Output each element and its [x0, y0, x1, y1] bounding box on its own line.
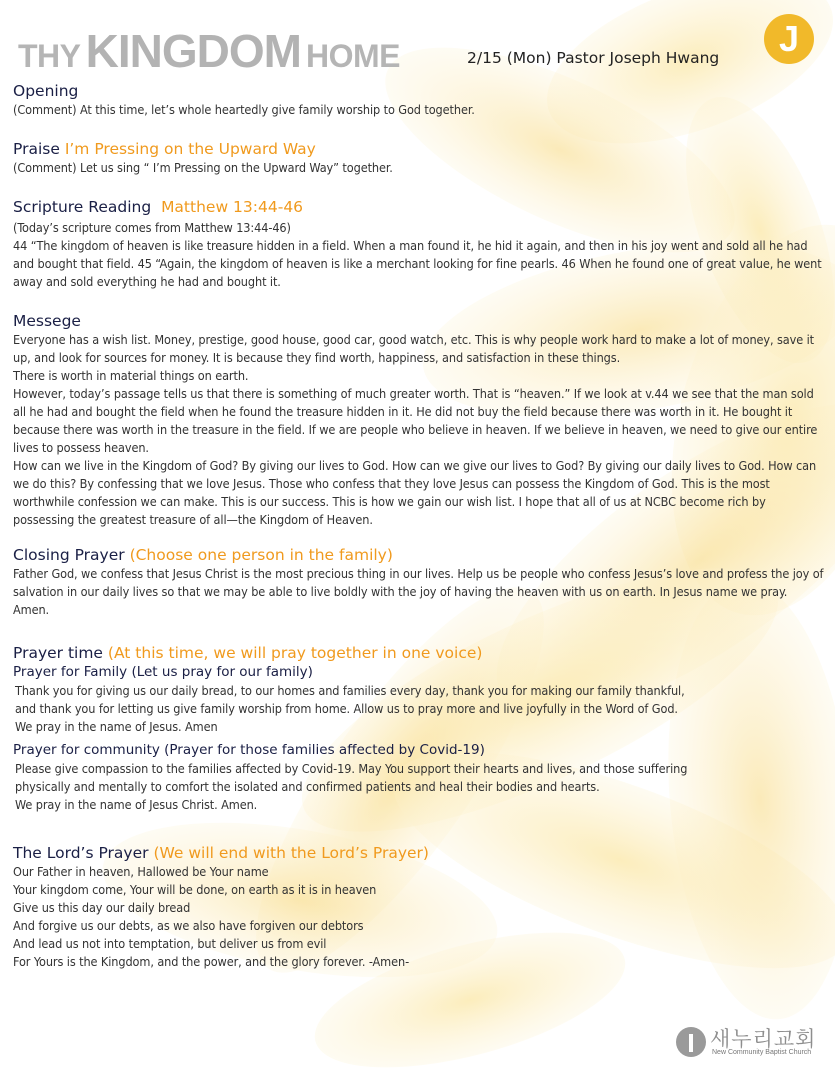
scripture-section [13, 197, 825, 291]
opening-text: (Comment) At this time, let’s whole heartedly give family worship to God together. [13, 102, 475, 117]
lords-prayer-line: And lead us not into temptation, but deliver us from evil [13, 936, 327, 951]
prayer-time-heading-line [13, 643, 825, 663]
praise-section [13, 139, 825, 177]
title-part-kingdom: KINGDOM [85, 25, 301, 77]
closing-prayer-heading-line [13, 545, 825, 565]
message-paragraph: How can we live in the Kingdom of God? By giving our lives to God. How can we give our lives to God? By giving our daily lives to God. How can we do this? By confessing that we love Jesus. Those who confess that they love Jesus can possess the Kingdom of God. This is the most worthwhile confession we can make. This is our success. This is how we gain our wish list. I hope that all of us at NCBC become rich by possessing the greatest treasure of all—the Kingdom of Heaven. [13, 458, 817, 527]
church-logo [676, 1025, 824, 1065]
praise-heading-line [13, 139, 825, 159]
community-prayer-line: We pray in the name of Jesus Christ. Amen. [15, 797, 258, 812]
scripture-intro: (Today’s scripture comes from Matthew 13:44-46) [13, 220, 291, 235]
lords-prayer-line: Your kingdom come, Your will be done, on earth as it is in heaven [13, 882, 377, 897]
community-prayer-title: Prayer for community (Prayer for those families affected by Covid-19) [13, 742, 485, 758]
message-paragraph: There is worth in material things on earth. [13, 368, 249, 383]
closing-prayer-section [13, 545, 825, 619]
praise-heading: Praise [13, 140, 60, 158]
praise-song-title: I’m Pressing on the Upward Way [64, 140, 316, 158]
lords-prayer-line: Give us this day our daily bread [13, 900, 191, 915]
prayer-time-heading: Prayer time [13, 644, 103, 662]
lords-prayer-line: Our Father in heaven, Hallowed be Your name [13, 864, 269, 879]
scripture-heading: Scripture Reading [13, 198, 152, 216]
church-name-english: New Community Baptist Church [712, 1049, 812, 1056]
j-logo-icon [764, 14, 814, 64]
closing-prayer-heading: Closing Prayer [13, 546, 125, 564]
lords-prayer-heading: The Lord’s Prayer [13, 844, 149, 862]
community-prayer-line: physically and mentally to comfort the isolated and confirmed patients and heal their bodies and hearts. [15, 779, 600, 794]
title-part-thy: THY [18, 38, 81, 74]
scripture-text: 44 “The kingdom of heaven is like treasure hidden in a field. When a man found it, he hid it again, and then in his joy went and sold all he had and bought that field. 45 “Again, the kingdom of heaven is like a merchant looking for fine pearls. 46 When he found one of great value, he went away and sold everything he had and bought it. [13, 238, 822, 289]
family-prayer-line: We pray in the name of Jesus. Amen [15, 719, 218, 734]
family-prayer-line: Thank you for giving us our daily bread, to our homes and families every day, thank you for making our family thankful, [15, 683, 685, 698]
lords-prayer-line: And forgive us our debts, as we also have forgiven our debtors [13, 918, 364, 933]
lords-prayer-note: (We will end with the Lord’s Prayer) [153, 844, 429, 862]
lords-prayer-heading-line [13, 843, 825, 863]
lords-prayer-line: For Yours is the Kingdom, and the power, and the glory forever. -Amen- [13, 954, 410, 969]
family-prayer-title: Prayer for Family (Let us pray for our family) [13, 664, 313, 680]
family-prayer-line: and thank you for letting us give family worship from home. Allow us to pray more and live joyfully in the Word of God. [15, 701, 678, 716]
message-paragraph: Everyone has a wish list. Money, prestige, good house, good car, good watch, etc. This is why people work hard to make a lot of money, save it up, and look for sources for money. It is because they find worth, happiness, and satisfaction in these things. [13, 332, 815, 365]
closing-prayer-text: Father God, we confess that Jesus Christ is the most precious thing in our lives. Help us be people who confess Jesus’s love and profess the joy of salvation in our daily lives so that we may be able to live boldly with the joy of having the heaven with us on earth. In Jesus name we pray. Amen. [13, 566, 824, 617]
opening-section [13, 81, 825, 119]
opening-heading: Opening [13, 82, 79, 100]
date-pastor: 2/15 (Mon) Pastor Joseph Hwang [467, 49, 720, 67]
closing-prayer-note: (Choose one person in the family) [129, 546, 393, 564]
scripture-heading-line [13, 197, 825, 217]
scripture-reference: Matthew 13:44-46 [161, 198, 304, 216]
church-logo-icon [676, 1027, 706, 1057]
message-paragraph: However, today’s passage tells us that there is something of much greater worth. That is “heaven.” If we look at v.44 we see that the man sold all he had and bought the field when he found the treasure hidden in it. He did not buy the field because there was worth in it. He bought it because there was worth in the treasure in the field. If we are people who believe in heaven. If we believe in heaven, we need to give our entire lives to possess heaven. [13, 386, 818, 455]
lords-prayer-section [13, 843, 825, 971]
logo-letter: J [778, 18, 800, 59]
church-name-korean: 새누리교회 [710, 1027, 817, 1051]
community-prayer-line: Please give compassion to the families affected by Covid-19. May You support their hearts and lives, and those suffering [15, 761, 688, 776]
message-heading: Messege [13, 312, 81, 330]
praise-text: (Comment) Let us sing “ I’m Pressing on the Upward Way” together. [13, 160, 393, 175]
message-section [13, 311, 825, 529]
page-title [18, 24, 400, 78]
title-part-home: HOME [306, 38, 401, 74]
prayer-time-section [13, 643, 825, 814]
prayer-time-note: (At this time, we will pray together in one voice) [107, 644, 483, 662]
